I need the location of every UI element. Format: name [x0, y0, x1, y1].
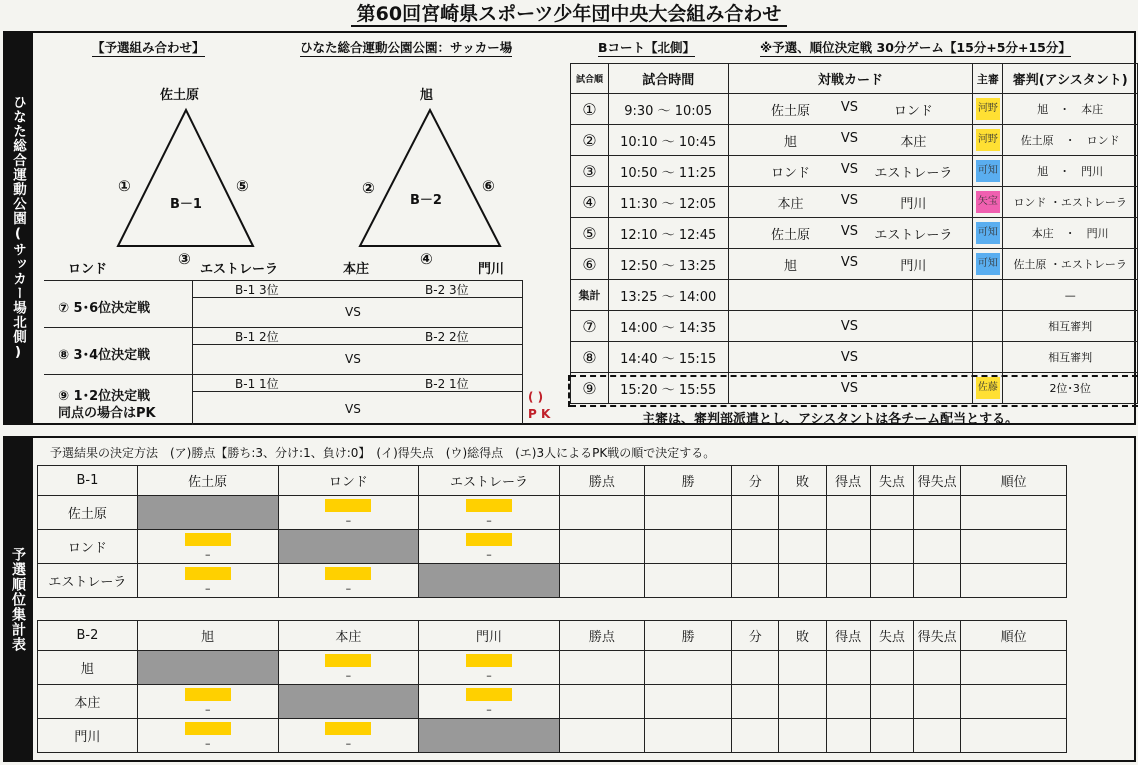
col-time: 試合時間 — [608, 64, 728, 94]
referee-cell — [973, 187, 1003, 218]
match-time: 9:30 ～ 10:05 — [608, 94, 728, 125]
pk-label: P K — [528, 407, 551, 421]
rule-note: ※予選、順位決定戦 30分ゲーム【15分+5分+15分】 — [760, 40, 1071, 55]
team-b: エストレーラ — [874, 165, 953, 181]
stat-cell[interactable] — [961, 564, 1067, 598]
match-card — [728, 249, 973, 280]
stat-cell[interactable] — [870, 719, 913, 753]
score-cell[interactable] — [278, 651, 419, 685]
group-triangles — [110, 100, 530, 260]
stat-cell[interactable] — [559, 651, 644, 685]
b2-match-right: ⑥ — [482, 177, 495, 195]
team-row-label: 佐土原 — [38, 496, 138, 530]
placement-right: B-2 3位 — [425, 283, 469, 297]
stat-cell[interactable] — [779, 496, 826, 530]
score-dash: – — [345, 669, 352, 682]
page-title: 第60回宮崎県スポーツ少年団中央大会組み合わせ — [0, 0, 1138, 30]
stat-header: 得点 — [826, 466, 870, 496]
score-dash: – — [204, 548, 211, 561]
score-dash: – — [486, 548, 492, 561]
score-cell[interactable] — [278, 719, 419, 753]
vs-label: VS — [840, 349, 859, 365]
stat-header: 失点 — [870, 621, 913, 651]
b1-team-left: ロンド — [68, 262, 108, 277]
assistant-referees: 旭 ・ 本庄 — [1003, 94, 1138, 125]
stat-cell[interactable] — [826, 719, 870, 753]
referee-cell — [973, 373, 1003, 404]
results-header-row — [38, 466, 1067, 496]
schedule-table — [570, 63, 1138, 404]
stat-cell[interactable] — [961, 651, 1067, 685]
match-card — [728, 311, 973, 342]
placement-sub: 同点の場合はPK — [58, 406, 156, 421]
team-column-header: 佐土原 — [137, 466, 278, 496]
schedule-row — [571, 218, 1138, 249]
schedule-row — [571, 311, 1138, 342]
stat-cell[interactable] — [870, 685, 913, 719]
stat-cell[interactable] — [826, 530, 870, 564]
table-row — [38, 530, 1067, 564]
match-time: 11:30 ～ 12:05 — [608, 187, 728, 218]
schedule-row — [571, 94, 1138, 125]
b1-team-top: 佐土原 — [160, 88, 200, 103]
match-card — [728, 342, 973, 373]
stat-header: 分 — [732, 621, 779, 651]
score-cell[interactable] — [419, 496, 560, 530]
referee-cell — [973, 280, 1003, 311]
table-row — [38, 719, 1067, 753]
score-cell[interactable] — [137, 685, 278, 719]
team-b — [868, 319, 958, 334]
placement-left: B-1 1位 — [235, 377, 279, 391]
referee-cell — [973, 125, 1003, 156]
vs-label: VS — [840, 130, 859, 146]
stat-cell[interactable] — [779, 530, 826, 564]
stat-cell[interactable] — [914, 685, 961, 719]
score-box — [325, 722, 371, 735]
stat-cell[interactable] — [914, 564, 961, 598]
team-row-label: エストレーラ — [38, 564, 138, 598]
team-b: エストレーラ — [874, 227, 953, 243]
stat-cell[interactable] — [645, 685, 732, 719]
team-b — [868, 350, 958, 365]
match-time: 10:10 ～ 10:45 — [608, 125, 728, 156]
placement-row — [44, 375, 522, 425]
score-cell[interactable] — [278, 564, 419, 598]
stat-cell[interactable] — [559, 719, 644, 753]
score-cell[interactable] — [419, 685, 560, 719]
stat-cell[interactable] — [645, 564, 732, 598]
stat-cell[interactable] — [732, 496, 779, 530]
stat-header: 失点 — [870, 466, 913, 496]
assistant-referees: 本庄 ・ 門川 — [1003, 218, 1138, 249]
team-column-header: 旭 — [137, 621, 278, 651]
b2-match-bottom: ④ — [420, 250, 433, 268]
match-number: ⑨ — [571, 373, 609, 404]
b2-group-name: B－2 — [410, 193, 442, 208]
footer-note: 主審は、審判部派遣とし、アシスタントは各チーム配当とする。 — [642, 412, 1019, 427]
schedule-row — [571, 187, 1138, 218]
stat-header: 得失点 — [914, 466, 961, 496]
placement-block — [44, 280, 522, 424]
team-a: ロンド — [771, 165, 811, 181]
group-b2-results — [37, 620, 1067, 753]
team-a: 本庄 — [777, 196, 804, 212]
b1-match-left: ① — [118, 177, 131, 195]
stat-cell[interactable] — [961, 530, 1067, 564]
score-dash: – — [204, 582, 211, 595]
match-card — [728, 187, 973, 218]
schedule-row — [571, 125, 1138, 156]
score-dash: – — [345, 514, 352, 527]
score-cell[interactable] — [419, 530, 560, 564]
stat-cell[interactable] — [559, 564, 644, 598]
score-cell[interactable] — [419, 651, 560, 685]
score-cell[interactable] — [137, 530, 278, 564]
stat-header: 勝 — [645, 466, 732, 496]
b1-group-name: B－1 — [170, 197, 202, 212]
match-number: ③ — [571, 156, 609, 187]
score-box — [466, 533, 512, 546]
stat-cell[interactable] — [870, 530, 913, 564]
stat-cell[interactable] — [779, 564, 826, 598]
col-asst: 審判(アシスタント) — [1003, 64, 1138, 94]
match-number: ⑦ — [571, 311, 609, 342]
assistant-referees: 2位･3位 — [1003, 373, 1138, 404]
team-column-header: 本庄 — [278, 621, 419, 651]
team-b: 本庄 — [900, 134, 927, 150]
court-label: Bコート【北側】 — [598, 40, 696, 55]
schedule-row — [571, 342, 1138, 373]
stat-cell[interactable] — [559, 685, 644, 719]
score-cell[interactable] — [137, 719, 278, 753]
stat-cell[interactable] — [826, 496, 870, 530]
assistant-referees: 相互審判 — [1003, 342, 1138, 373]
placement-right: B-2 1位 — [425, 377, 469, 391]
col-ref: 主審 — [973, 64, 1003, 94]
stat-cell[interactable] — [914, 719, 961, 753]
score-box — [325, 499, 371, 512]
team-row-label: 門川 — [38, 719, 138, 753]
table-row — [38, 496, 1067, 530]
b2-match-left: ② — [362, 179, 375, 197]
team-row-label: ロンド — [38, 530, 138, 564]
table-row — [38, 685, 1067, 719]
placement-right: B-2 2位 — [425, 330, 469, 344]
diagonal-cell — [137, 496, 278, 530]
score-dash: – — [345, 737, 352, 750]
match-time: 12:50 ～ 13:25 — [608, 249, 728, 280]
stat-cell[interactable] — [914, 530, 961, 564]
stat-cell[interactable] — [645, 719, 732, 753]
stat-header: 順位 — [961, 466, 1067, 496]
schedule-row — [571, 156, 1138, 187]
diagonal-cell — [419, 719, 560, 753]
referee-badge: 可知 — [976, 222, 1000, 244]
placement-label: ⑧ 3･4位決定戦 — [58, 348, 151, 363]
stat-header: 勝 — [645, 621, 732, 651]
group-b1-triangle — [118, 110, 253, 246]
group-label: B-2 — [38, 621, 138, 651]
side-label-ranking: 予選順位集計表 — [3, 438, 33, 760]
group-b2-triangle — [360, 110, 500, 246]
placement-vs: VS — [345, 352, 361, 366]
match-time: 10:50 ～ 11:25 — [608, 156, 728, 187]
team-column-header: エストレーラ — [419, 466, 560, 496]
score-box — [325, 654, 371, 667]
schedule-header-row — [571, 64, 1138, 94]
diagonal-cell — [419, 564, 560, 598]
assistant-referees: ロンド ・エストレーラ — [1003, 187, 1138, 218]
match-card — [728, 125, 973, 156]
score-box — [466, 654, 512, 667]
match-card — [728, 280, 973, 311]
stat-header: 分 — [732, 466, 779, 496]
match-time: 14:00 ～ 14:35 — [608, 311, 728, 342]
placement-label: ⑦ 5･6位決定戦 — [58, 301, 151, 316]
b2-team-right: 門川 — [478, 262, 505, 277]
match-time: 15:20 ～ 15:55 — [608, 373, 728, 404]
stat-cell[interactable] — [645, 651, 732, 685]
referee-cell — [973, 156, 1003, 187]
col-card: 対戦カード — [728, 64, 973, 94]
assistant-referees: 佐土原 ・エストレーラ — [1003, 249, 1138, 280]
assistant-referees: — — [1003, 280, 1138, 311]
venue-label: ひなた総合運動公園公園：サッカー場 — [300, 40, 513, 55]
team-column-header: ロンド — [278, 466, 419, 496]
assistant-referees: 旭 ・ 門川 — [1003, 156, 1138, 187]
placement-left: B-1 3位 — [235, 283, 279, 297]
method-note: 予選結果の決定方法 (ア)勝点【勝ち:3、分け:1、負け:0】 (イ)得失点 (ウ)総得点 (エ)3人によるPK戦の順で決定する。 — [50, 446, 716, 460]
score-box — [185, 533, 231, 546]
referee-cell — [973, 342, 1003, 373]
score-dash: – — [204, 703, 211, 716]
stat-header: 敗 — [779, 621, 826, 651]
score-dash: – — [486, 703, 492, 716]
b2-team-top: 旭 — [420, 88, 434, 103]
stat-cell[interactable] — [870, 496, 913, 530]
match-number: ⑥ — [571, 249, 609, 280]
score-box — [185, 567, 231, 580]
stat-cell[interactable] — [732, 719, 779, 753]
score-dash: – — [486, 514, 492, 527]
referee-cell — [973, 218, 1003, 249]
vs-label: VS — [840, 223, 859, 239]
stat-header: 勝点 — [559, 466, 644, 496]
pk-paren: ( ) — [528, 390, 544, 404]
match-card — [728, 94, 973, 125]
team-row-label: 本庄 — [38, 685, 138, 719]
score-cell[interactable] — [278, 496, 419, 530]
match-card — [728, 373, 973, 404]
stat-header: 得失点 — [914, 621, 961, 651]
referee-badge: 佐藤 — [976, 377, 1000, 399]
team-b: 門川 — [900, 258, 927, 274]
stat-cell[interactable] — [559, 496, 644, 530]
schedule-row — [571, 280, 1138, 311]
team-a — [751, 350, 831, 365]
stat-cell[interactable] — [732, 530, 779, 564]
team-a: 佐土原 — [771, 103, 811, 119]
diagonal-cell — [137, 651, 278, 685]
referee-cell — [973, 94, 1003, 125]
b2-team-left: 本庄 — [343, 262, 370, 277]
stat-cell[interactable] — [914, 651, 961, 685]
placement-vs: VS — [345, 402, 361, 416]
stat-cell[interactable] — [914, 496, 961, 530]
b1-team-right: エストレーラ — [200, 262, 279, 277]
score-cell[interactable] — [137, 564, 278, 598]
stat-cell[interactable] — [826, 651, 870, 685]
match-number: ② — [571, 125, 609, 156]
match-number: ① — [571, 94, 609, 125]
stat-header: 得点 — [826, 621, 870, 651]
match-time: 14:40 ～ 15:15 — [608, 342, 728, 373]
group-label: B-1 — [38, 466, 138, 496]
team-b: 門川 — [900, 196, 927, 212]
table-row — [38, 651, 1067, 685]
team-a — [751, 319, 831, 334]
score-box — [185, 688, 231, 701]
assistant-referees: 佐土原 ・ ロンド — [1003, 125, 1138, 156]
score-box — [466, 688, 512, 701]
b1-match-bottom: ③ — [178, 250, 191, 268]
stat-cell[interactable] — [779, 685, 826, 719]
stat-header: 順位 — [961, 621, 1067, 651]
score-dash: – — [486, 669, 492, 682]
referee-cell — [973, 311, 1003, 342]
match-time: 12:10 ～ 12:45 — [608, 218, 728, 249]
referee-badge: 河野 — [976, 98, 1000, 120]
stat-cell[interactable] — [645, 496, 732, 530]
referee-badge: 可知 — [976, 160, 1000, 182]
placement-row — [44, 281, 522, 328]
diagonal-cell — [278, 530, 419, 564]
side-label-venue: ひなた総合運動公園(サッカー場北側) — [3, 33, 33, 423]
stat-header: 勝点 — [559, 621, 644, 651]
stat-cell[interactable] — [732, 651, 779, 685]
placement-left: B-1 2位 — [235, 330, 279, 344]
match-number: ⑤ — [571, 218, 609, 249]
table-row — [38, 564, 1067, 598]
placement-row — [44, 328, 522, 375]
score-box — [325, 567, 371, 580]
vs-label: VS — [840, 380, 859, 396]
stat-cell[interactable] — [961, 496, 1067, 530]
placement-vs: VS — [345, 305, 361, 319]
stat-cell[interactable] — [961, 719, 1067, 753]
stat-cell[interactable] — [826, 564, 870, 598]
match-card — [728, 156, 973, 187]
vs-label: VS — [840, 254, 859, 270]
team-column-header: 門川 — [419, 621, 560, 651]
stat-cell[interactable] — [870, 564, 913, 598]
match-time: 13:25 ～ 14:00 — [608, 280, 728, 311]
schedule-row — [571, 249, 1138, 280]
stat-cell[interactable] — [732, 564, 779, 598]
b1-match-right: ⑤ — [236, 177, 249, 195]
stat-cell[interactable] — [732, 685, 779, 719]
match-number: 集計 — [571, 280, 609, 311]
stat-cell[interactable] — [559, 530, 644, 564]
score-dash: – — [204, 737, 211, 750]
stat-cell[interactable] — [826, 685, 870, 719]
team-b: ロンド — [893, 103, 933, 119]
vs-label: VS — [840, 192, 859, 208]
vs-label: VS — [840, 161, 859, 177]
score-box — [185, 722, 231, 735]
match-number: ⑧ — [571, 342, 609, 373]
match-card — [728, 218, 973, 249]
results-header-row — [38, 621, 1067, 651]
score-dash: – — [345, 582, 352, 595]
team-b — [868, 381, 958, 396]
referee-badge: 河野 — [976, 129, 1000, 151]
stat-cell[interactable] — [961, 685, 1067, 719]
group-b1-results — [37, 465, 1067, 598]
stat-header: 敗 — [779, 466, 826, 496]
score-box — [466, 499, 512, 512]
team-row-label: 旭 — [38, 651, 138, 685]
vs-label: VS — [840, 99, 859, 115]
referee-badge: 可知 — [976, 253, 1000, 275]
referee-badge: 矢宝 — [976, 191, 1000, 213]
stat-cell[interactable] — [779, 651, 826, 685]
team-a: 佐土原 — [771, 227, 811, 243]
match-number: ④ — [571, 187, 609, 218]
vs-label: VS — [840, 318, 859, 334]
referee-cell — [973, 249, 1003, 280]
assistant-referees: 相互審判 — [1003, 311, 1138, 342]
stat-cell[interactable] — [645, 530, 732, 564]
team-a: 旭 — [784, 134, 798, 150]
stat-cell[interactable] — [779, 719, 826, 753]
prelim-heading: 【予選組み合わせ】 — [92, 40, 205, 55]
diagonal-cell — [278, 685, 419, 719]
placement-label: ⑨ 1･2位決定戦 — [58, 389, 151, 404]
schedule-row — [571, 373, 1138, 404]
col-no: 試合順 — [571, 64, 609, 94]
stat-cell[interactable] — [870, 651, 913, 685]
team-a — [751, 381, 831, 396]
team-a: 旭 — [784, 258, 798, 274]
